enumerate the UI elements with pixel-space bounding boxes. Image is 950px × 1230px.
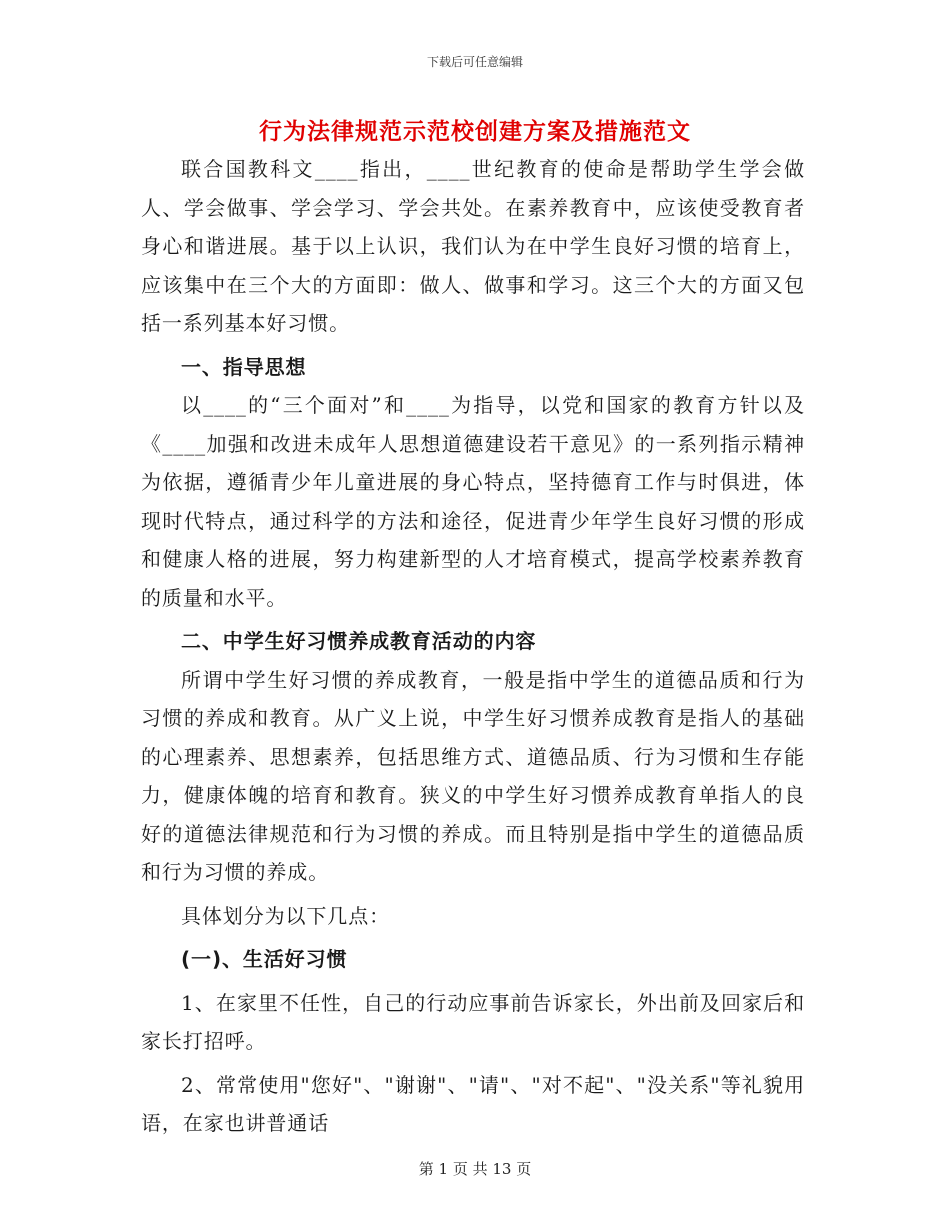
intro-paragraph: 联合国教科文____指出，____世纪教育的使命是帮助学生学会做人、学会做事、学会学习、学会共处。在素养教育中，应该使受教育者身心和谐进展。基于以上认识，我们认为在中学生良好习惯的培育上，应该集中在三个大的方面即：做人、做事和学习。这三个大的方面又包括一系列基本好习惯。	[141, 157, 805, 335]
list-item: 2、常常使用"您好"、"谢谢"、"请"、"对不起"、"没关系"等礼貌用语，在家也讲普通话	[141, 1072, 805, 1135]
section-paragraph-guiding-ideology: 以____的“三个面对”和____为指导，以党和国家的教育方针以及《____加强和改进未成年人思想道德建设若干意见》的一系列指示精神为依据，遵循青少年儿童进展的身心特点，坚持德育工作与时俱进，体现时代特点，通过科学的方法和途径，促进青少年学生良好习惯的形成和健康人格的进展，努力构建新型的人才培育模式，提高学校素养教育的质量和水平。	[141, 393, 805, 610]
section-paragraph-activity-content: 所谓中学生好习惯的养成教育，一般是指中学生的道德品质和行为习惯的养成和教育。从广义上说，中学生好习惯养成教育是指人的基础的心理素养、思想素养，包括思维方式、道德品质、行为习惯和生存能力，健康体魄的培育和教育。狭义的中学生好习惯养成教育单指人的良好的道德法律规范和行为习惯的养成。而且特别是指中学生的道德品质和行为习惯的养成。	[141, 667, 805, 884]
document-body	[141, 150, 805, 1143]
section-heading-guiding-ideology: 一、指导思想	[181, 354, 307, 379]
section-heading-activity-content: 二、中学生好习惯养成教育活动的内容	[181, 629, 537, 653]
subsection-heading-life-habits: (一)、生活好习惯	[181, 947, 348, 971]
document-title: 行为法律规范示范校创建方案及措施范文	[259, 118, 691, 145]
header-note: 下载后可任意编辑	[426, 55, 523, 69]
list-item: 1、在家里不任性，自己的行动应事前告诉家长，外出前及回家后和家长打招呼。	[141, 990, 805, 1053]
division-intro: 具体划分为以下几点：	[181, 903, 390, 928]
page-footer: 第 1 页 共 13 页	[418, 1160, 532, 1178]
